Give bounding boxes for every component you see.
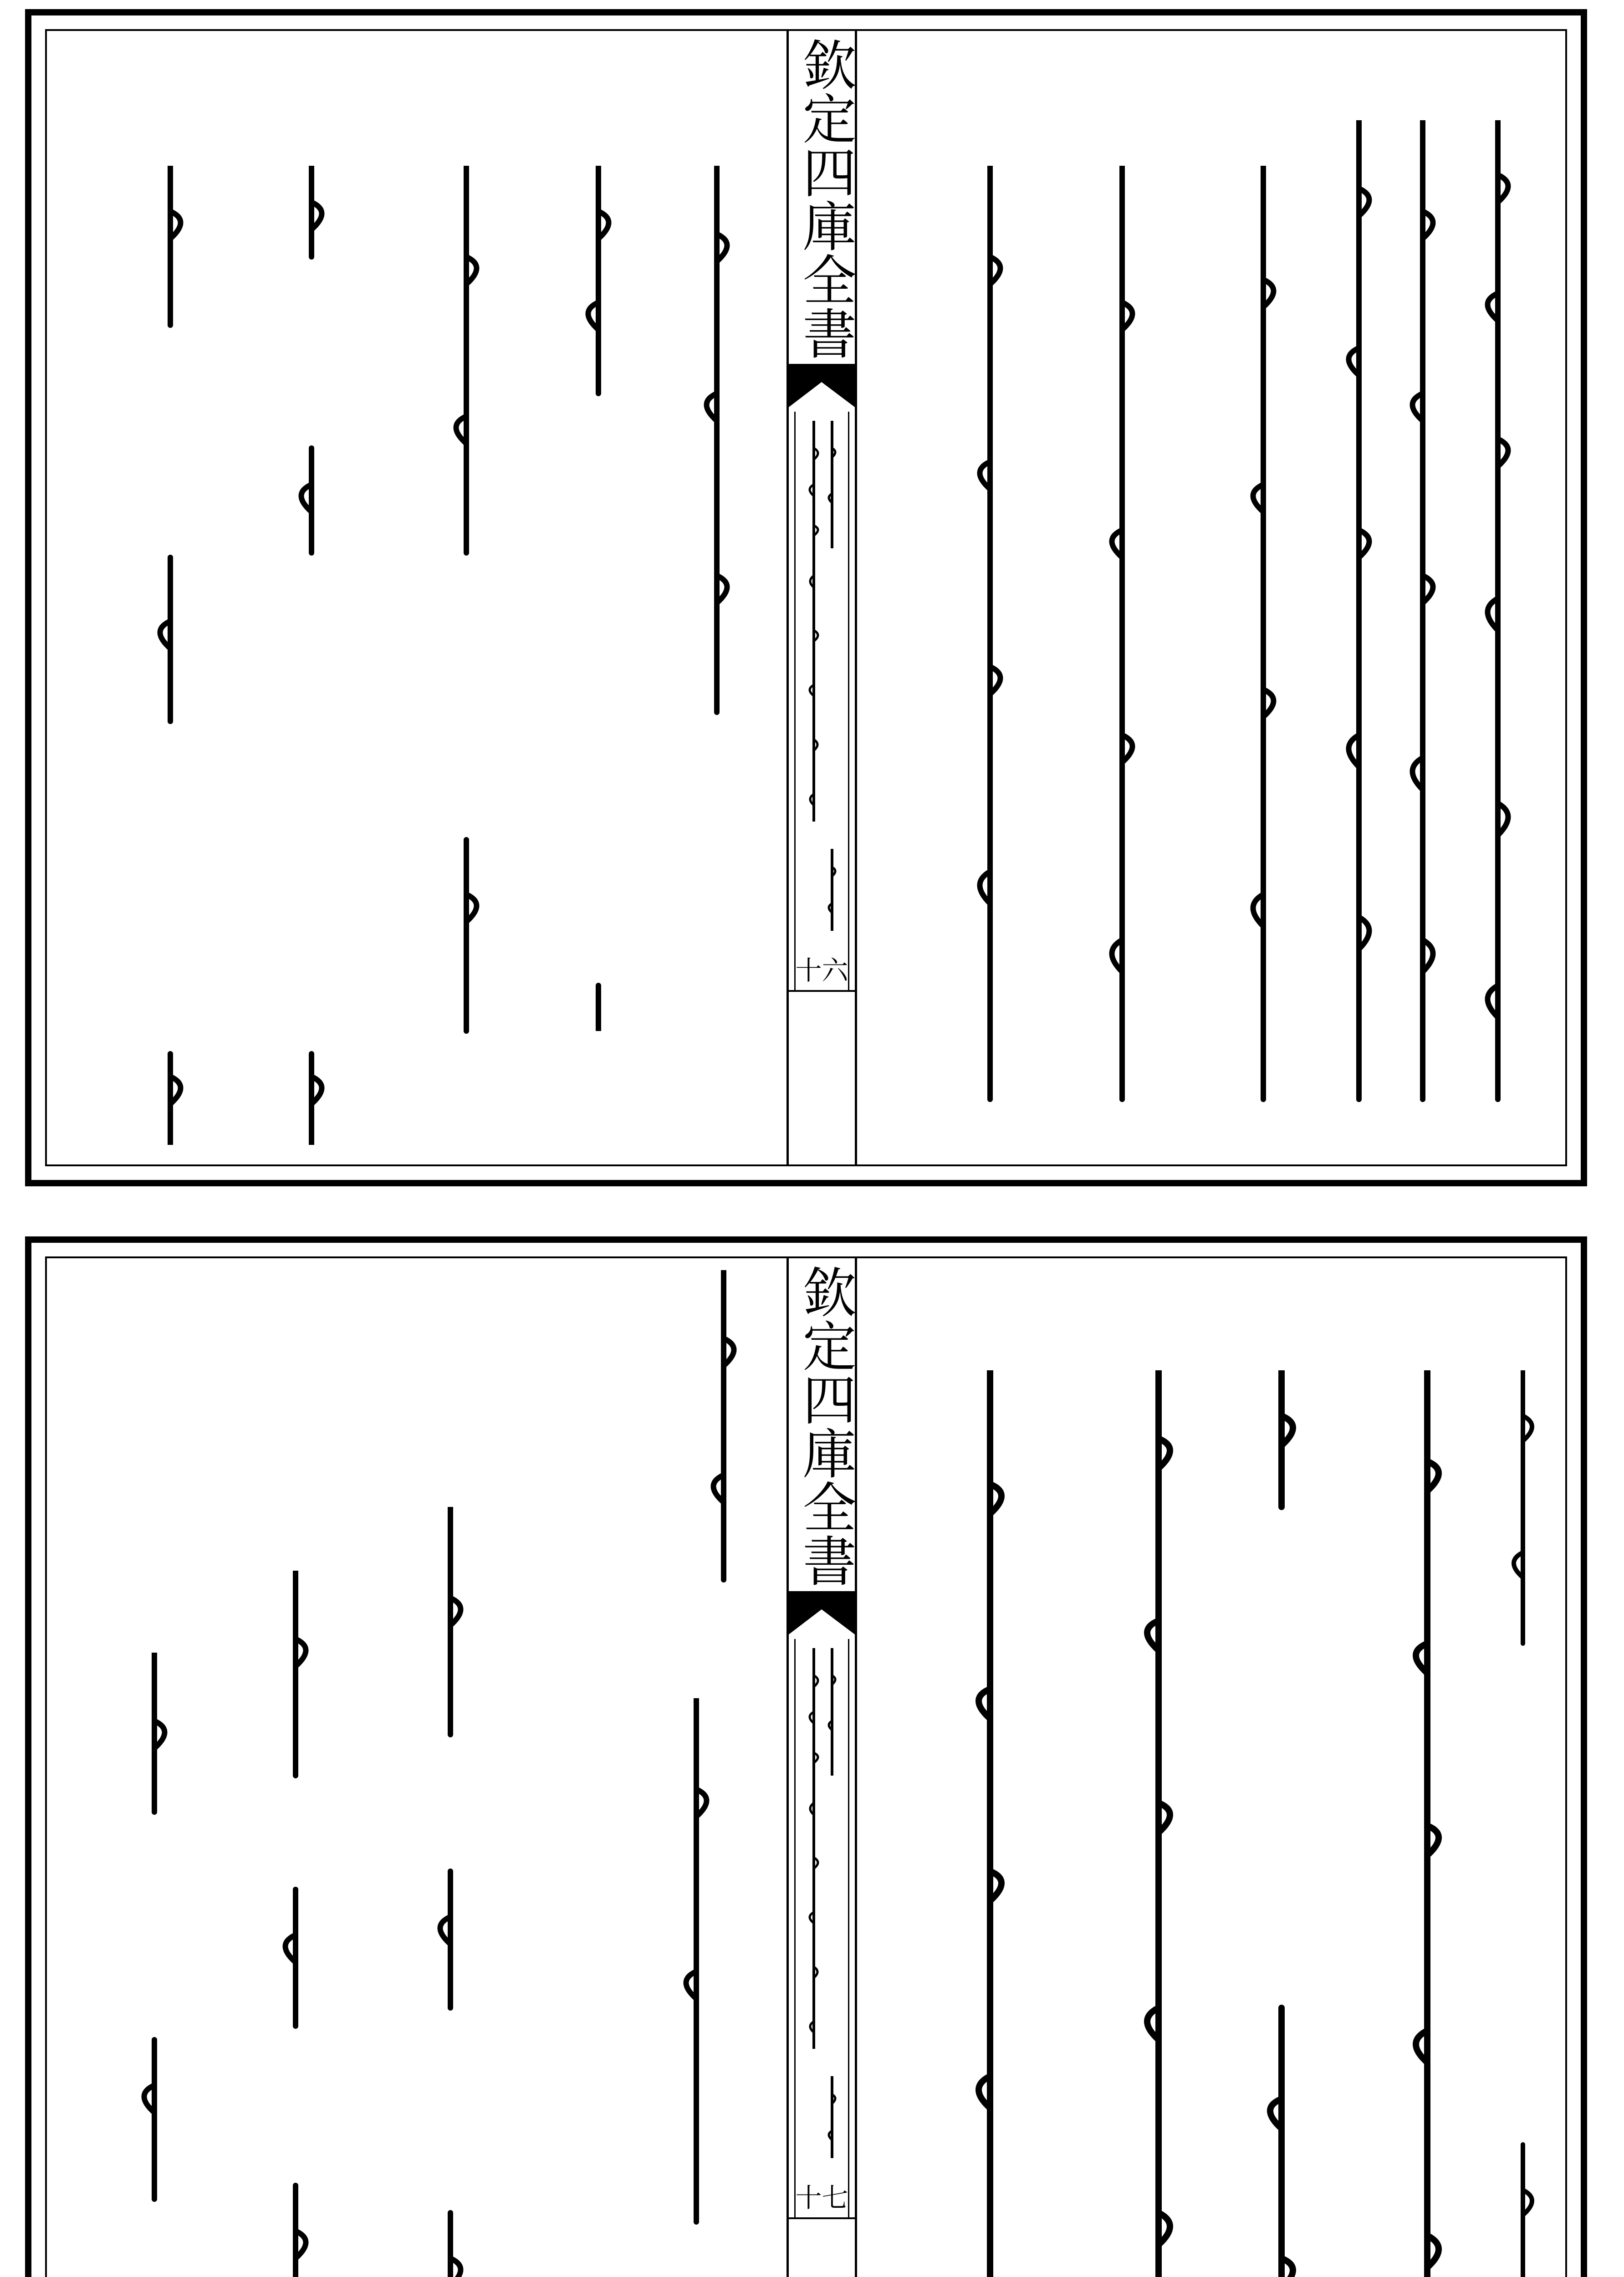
fold-label-column [794, 412, 849, 990]
center-fold [786, 1256, 857, 2277]
top-leaf [25, 9, 1587, 1186]
manchu-script-label [796, 412, 848, 990]
fishtail-ornament [789, 364, 855, 407]
manchu-column [692, 166, 742, 1031]
manchu-column [965, 166, 1015, 1122]
manchu-column [1473, 120, 1523, 1122]
manchu-column [1398, 1370, 1457, 2277]
fishtail-ornament [789, 1591, 855, 1634]
fold-label-column [794, 1639, 849, 2217]
manchu-column [1238, 166, 1288, 1122]
manchu-column [441, 166, 491, 1122]
bottom-leaf [25, 1236, 1587, 2277]
manchu-column [960, 1370, 1020, 2277]
manchu-column [1097, 166, 1147, 1122]
center-fold [786, 29, 857, 1166]
leaf-number: 十七 [795, 2182, 848, 2213]
manchu-column [573, 166, 623, 1031]
manchu-column [669, 1698, 724, 2245]
fold-rule [789, 2217, 855, 2219]
manchu-column [1398, 120, 1448, 1122]
fold-title: 欽定四庫全書 [793, 37, 857, 360]
leaf-number: 十六 [795, 955, 848, 986]
manchu-column [423, 1507, 478, 2277]
manchu-script-label [796, 1639, 848, 2217]
manchu-column [696, 1270, 751, 1589]
fold-title: 欽定四庫全書 [793, 1265, 857, 1587]
manchu-column [1252, 1370, 1311, 2277]
manchu-column [127, 1653, 182, 2277]
manchu-column [286, 166, 337, 1145]
manchu-column [1334, 120, 1384, 1122]
manchu-column [145, 166, 195, 1145]
manchu-column [268, 1571, 323, 2277]
fold-rule [789, 990, 855, 992]
manchu-column [1498, 1370, 1548, 2277]
manchu-column [1129, 1370, 1188, 2277]
